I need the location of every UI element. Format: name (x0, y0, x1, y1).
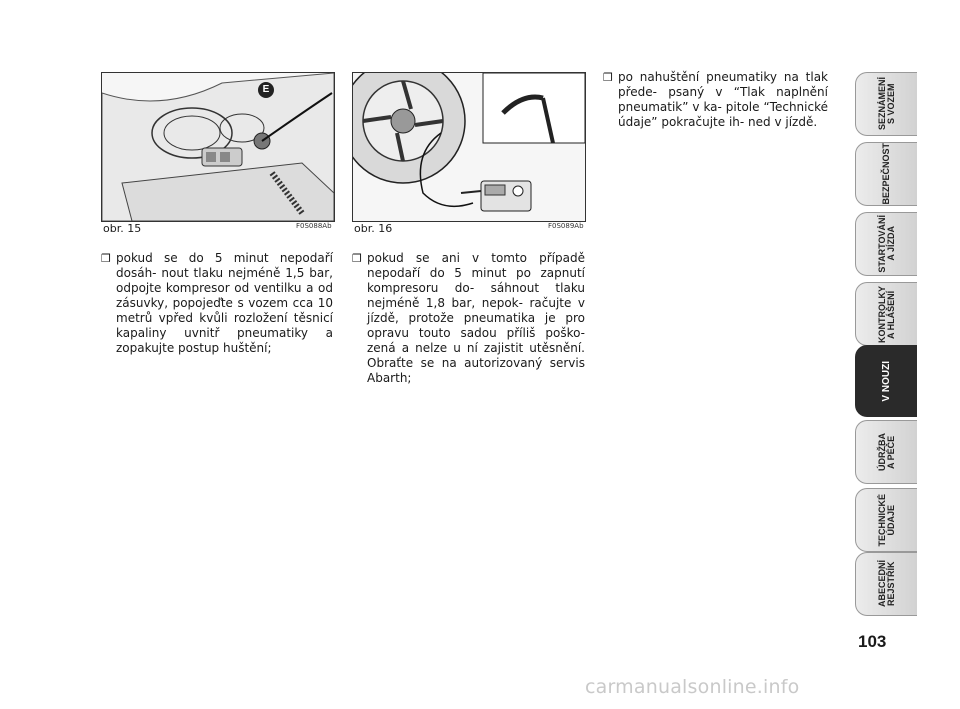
paragraph-text: pokud se ani v tomto případě nepodaří do 5 minut po zapnutí kompresoru do- sáhnout tlaku nejméně 1,8 bar, nepok- račujte v jízdě, protože pneumatika je pro opravu touto sadou příliš poško- zená a nelze u ní zajistit utěsnění. Obraťte se na autorizovaný servis Abarth; (367, 251, 585, 385)
tab-bezpecnost[interactable] (855, 142, 917, 206)
figure-16-illustration (352, 72, 586, 222)
tab-abecedni-rejstrik[interactable] (855, 552, 917, 616)
figure-15-code: F0S088Ab (296, 222, 332, 230)
tab-label: KONTROLKY A HLÁŠENÍ (876, 285, 896, 343)
instruction-paragraph-3 (603, 70, 828, 130)
tab-v-nouzi[interactable] (855, 345, 917, 417)
tab-label: STARTOVÁNÍ A JÍZDA (876, 215, 896, 273)
tab-startovani[interactable] (855, 212, 917, 276)
figure-15-marker: E (262, 84, 270, 95)
tab-label: ABECEDNÍ REJSTŘÍK (876, 560, 896, 608)
page-number: 103 (858, 632, 887, 651)
figure-16-caption: obr. 16 (354, 222, 393, 235)
tab-udrzba[interactable] (855, 420, 917, 484)
tab-label: SEZNÁMENÍ S VOZEM (876, 77, 896, 131)
tab-label: V NOUZI (881, 360, 892, 402)
bullet-icon: ❒ (603, 71, 613, 84)
figure-15-illustration (101, 72, 335, 222)
figure-15-caption: obr. 15 (103, 222, 142, 235)
tab-seznameni[interactable] (855, 72, 917, 136)
paragraph-text: po nahuštění pneumatiky na tlak přede- psaný v “Tlak naplnění pneumatik” v ka- pitole “Technické údaje” pokračujte ih- ned v jízdě. (618, 70, 828, 129)
figure-16-code: F0S089Ab (548, 222, 584, 230)
tab-label: BEZPEČNOST (881, 143, 891, 205)
instruction-paragraph-2 (352, 251, 585, 386)
instruction-paragraph-1 (101, 251, 333, 356)
tab-technicke-udaje[interactable] (855, 488, 917, 552)
tab-kontrolky[interactable] (855, 282, 917, 346)
bullet-icon: ❒ (101, 252, 111, 265)
paragraph-text: pokud se do 5 minut nepodaří dosáh- nout tlaku nejméně 1,5 bar, odpojte kompresor od ventilku a od zásuvky, popojeďte s vozem cca 10 metrů vpřed kvůli rozložení těsnicí kapaliny uvnitř pneumatiky a zopakujte postup huštění; (116, 251, 333, 355)
watermark: carmanualsonline.info (585, 676, 800, 698)
tab-label: TECHNICKÉ ÚDAJE (876, 493, 896, 547)
tab-label: ÚDRŽBA A PÉČE (876, 433, 896, 471)
bullet-icon: ❒ (352, 252, 362, 265)
